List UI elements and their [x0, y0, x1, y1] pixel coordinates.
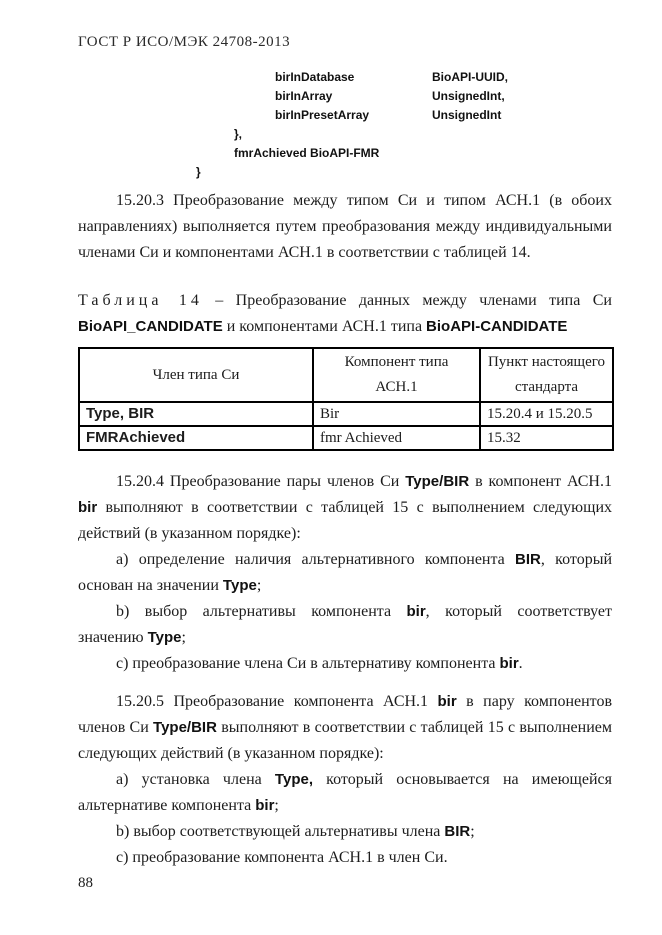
cell-member: Type, BIR: [79, 402, 313, 426]
table-row: [79, 402, 613, 426]
code-identifier: birInPresetArray: [275, 108, 370, 122]
table-14-caption: Таблица 14 – Преобразование данных между членами типа Си BioAPI_CANDIDATE и компонентами АСН.1 типа BioAPI-CANDIDATE: [78, 292, 612, 335]
page-content: [78, 33, 612, 895]
cell-component: Bir: [313, 402, 480, 426]
list-item-15-20-5-b: b) выбор соответствующей альтернативы члена BIR;: [116, 823, 475, 840]
code-line: fmrAchieved BioAPI-FMR: [234, 146, 380, 160]
code-line: [78, 87, 612, 106]
paragraph-15-20-4: 15.20.4 Преобразование пары членов Си Type/BIR в компонент АСН.1 bir выполняют в соответствии с таблицей 15 с выполнением следующих действий (в указанном порядке):: [78, 473, 612, 542]
cell-clause: 15.32: [480, 426, 613, 450]
code-type: UnsignedInt: [432, 108, 502, 122]
paragraph-15-20-3: 15.20.3 Преобразование между типом Си и типом АСН.1 (в обоих направлениях) выполняется путем преобразования между индивидуальными членами Си и компонентами АСН.1 в соответствии с таблицей 14.: [78, 192, 612, 261]
table-header-row: [79, 348, 613, 402]
cell-clause: 15.20.4 и 15.20.5: [480, 402, 613, 426]
table-14: [78, 347, 614, 451]
list-item-15-20-4-a: a) определение наличия альтернативного компонента BIR, который основан на значении Type;: [78, 551, 612, 594]
cell-component: fmr Achieved: [313, 426, 480, 450]
document-header: ГОСТ Р ИСО/МЭК 24708-2013: [78, 34, 291, 50]
table-header-clause: Пункт настоящего стандарта: [480, 348, 613, 402]
table-header-member: Член типа Си: [79, 348, 313, 402]
code-identifier: birInDatabase: [275, 70, 355, 84]
code-line: [78, 68, 612, 87]
list-item-15-20-4-c: c) преобразование члена Си в альтернативу компонента bir.: [116, 655, 523, 672]
asn1-code-block: [78, 68, 612, 182]
code-line: [78, 106, 612, 125]
list-item-15-20-5-a: a) установка члена Type, который основывается на имеющейся альтернативе компонента bir;: [78, 771, 612, 814]
table-header-component: Компонент типа АСН.1: [313, 348, 480, 402]
code-type: BioAPI-UUID,: [432, 70, 508, 84]
code-line: },: [234, 127, 243, 141]
code-identifier: birInArray: [275, 89, 333, 103]
table-row: [79, 426, 613, 450]
list-item-15-20-4-b: b) выбор альтернативы компонента bir, который соответствует значению Type;: [78, 603, 613, 646]
paragraph-15-20-5: 15.20.5 Преобразование компонента АСН.1 bir в пару компонентов членов Си Type/BIR выполняют в соответствии с таблицей 15 с выполнением следующих действий (в указанном порядке):: [78, 693, 613, 762]
code-line: }: [196, 165, 201, 179]
cell-member: FMRAchieved: [79, 426, 313, 450]
code-type: UnsignedInt,: [432, 89, 505, 103]
list-item-15-20-5-c: c) преобразование компонента АСН.1 в член Си.: [116, 849, 448, 866]
page-number: 88: [78, 875, 93, 891]
